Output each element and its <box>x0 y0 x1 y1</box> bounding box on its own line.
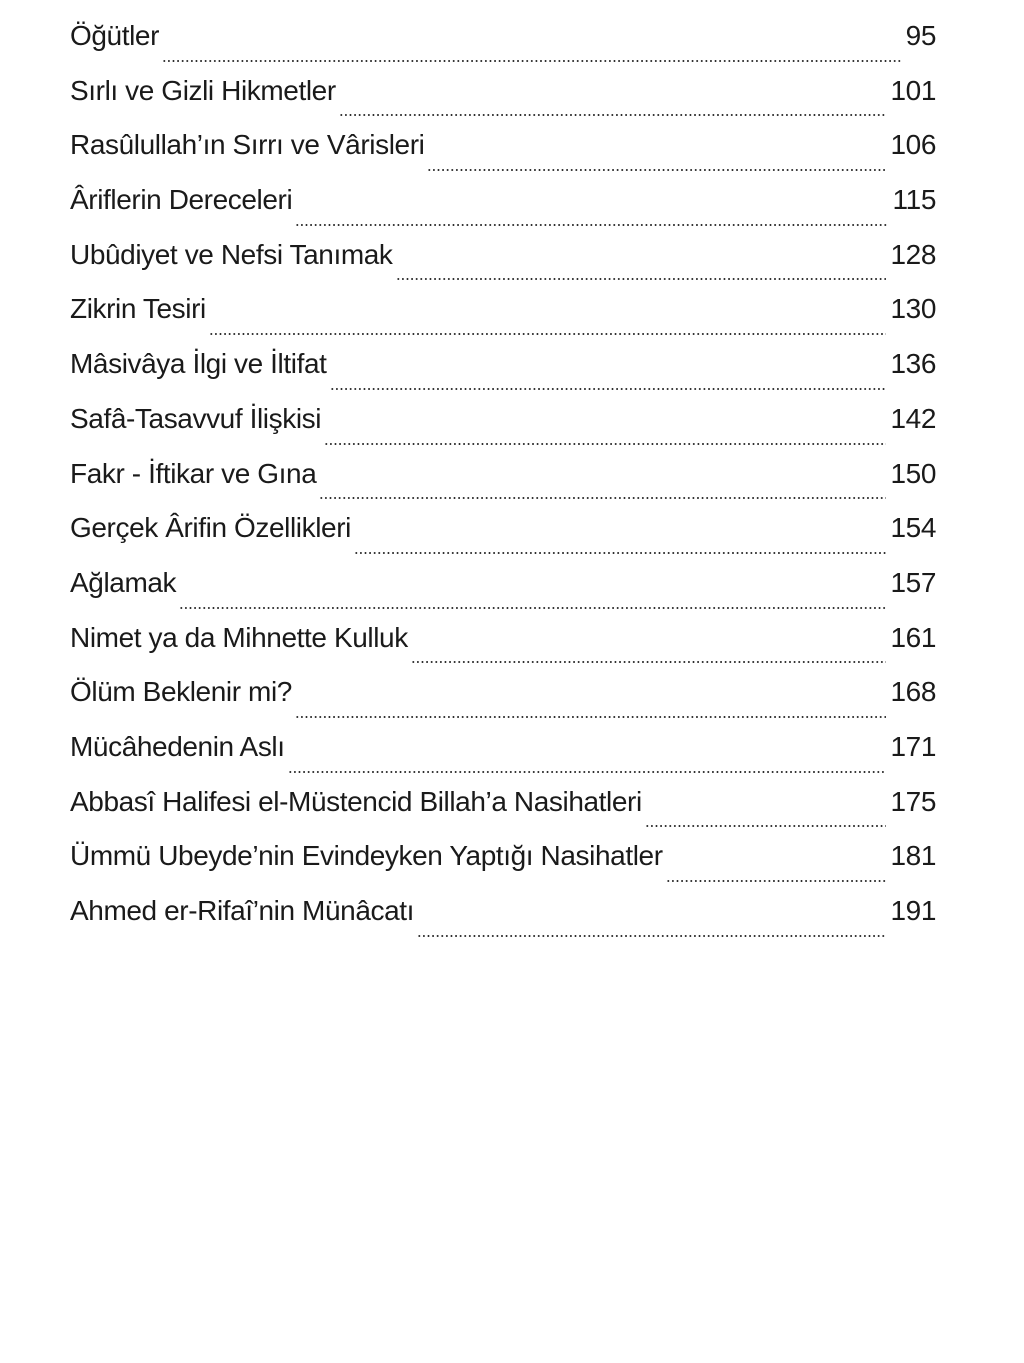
toc-entry-title: Ağlamak <box>70 566 177 598</box>
toc-entry-title: Rasûlullah’ın Sırrı ve Vârisleri <box>70 129 425 161</box>
dot-leader <box>295 714 887 720</box>
dot-leader <box>330 386 887 392</box>
toc-entry-title: Fakr - İftikar ve Gına <box>70 457 317 489</box>
dot-leader <box>645 823 887 829</box>
toc-entry <box>70 512 936 567</box>
toc-entry-page: 168 <box>890 676 936 708</box>
dot-leader <box>417 933 886 939</box>
toc-entry <box>70 895 936 950</box>
toc-entry <box>70 840 936 895</box>
table-of-contents <box>70 20 936 950</box>
toc-entry-page: 128 <box>890 238 936 270</box>
toc-entry <box>70 731 936 786</box>
toc-entry-page: 175 <box>890 785 936 817</box>
toc-entry-page: 136 <box>890 348 936 380</box>
toc-entry-title: Nimet ya da Mihnette Kulluk <box>70 621 408 653</box>
dot-leader <box>666 878 887 884</box>
toc-entry-title: Mücâhedenin Aslı <box>70 730 285 762</box>
dot-leader <box>411 659 887 665</box>
toc-entry-title: Ahmed er-Rifaî’nin Münâcatı <box>70 895 415 926</box>
toc-entry <box>70 348 936 403</box>
dot-leader <box>324 441 886 447</box>
toc-entry <box>70 129 936 184</box>
toc-entry <box>70 403 936 458</box>
toc-entry <box>70 184 936 239</box>
toc-entry-page: 161 <box>890 621 936 653</box>
toc-entry <box>70 293 936 348</box>
dot-leader <box>209 331 887 337</box>
toc-entry-page: 181 <box>890 840 936 872</box>
toc-entry-page: 154 <box>890 512 936 544</box>
dot-leader <box>319 495 886 501</box>
dot-leader <box>427 167 886 173</box>
toc-entry <box>70 676 936 731</box>
dot-leader <box>396 276 887 282</box>
dot-leader <box>339 112 887 118</box>
toc-entry-title: Mâsivâya İlgi ve İltifat <box>70 348 327 380</box>
toc-entry <box>70 622 936 677</box>
dot-leader <box>354 550 887 556</box>
toc-entry-page: 157 <box>890 566 936 598</box>
toc-entry-title: Gerçek Ârifin Özellikleri <box>70 512 351 544</box>
toc-entry-title: Sırlı ve Gizli Hikmetler <box>70 74 336 106</box>
toc-entry-page: 142 <box>890 402 936 434</box>
toc-entry-title: Ölüm Beklenir mi? <box>70 676 292 708</box>
toc-entry-page: 171 <box>890 730 936 762</box>
dot-leader <box>162 58 902 64</box>
toc-entry-page: 115 <box>892 184 936 216</box>
dot-leader <box>179 605 886 611</box>
toc-entry-title: Âriflerin Dereceleri <box>70 184 293 216</box>
toc-entry-title: Ubûdiyet ve Nefsi Tanımak <box>70 238 393 270</box>
toc-entry <box>70 786 936 841</box>
toc-entry-page: 130 <box>890 293 936 325</box>
toc-entry-title: Safâ-Tasavvuf İlişkisi <box>70 402 322 434</box>
toc-entry <box>70 239 936 294</box>
toc-entry-page: 150 <box>890 457 936 489</box>
toc-entry-page: 101 <box>890 74 936 106</box>
toc-entry-page: 106 <box>890 129 936 161</box>
toc-entry-page: 95 <box>905 20 936 51</box>
toc-entry-title: Öğütler <box>70 20 160 51</box>
toc-entry-page: 191 <box>890 895 936 926</box>
toc-entry <box>70 458 936 513</box>
toc-entry-title: Abbasî Halifesi el-Müstencid Billah’a Nasihatleri <box>70 785 642 817</box>
toc-entry-title: Zikrin Tesiri <box>70 293 206 325</box>
toc-entry <box>70 567 936 622</box>
toc-entry-title: Ümmü Ubeyde’nin Evindeyken Yaptığı Nasihatler <box>70 840 663 872</box>
dot-leader <box>295 222 888 228</box>
dot-leader <box>288 769 887 775</box>
toc-entry <box>70 75 936 130</box>
toc-entry <box>70 20 936 75</box>
